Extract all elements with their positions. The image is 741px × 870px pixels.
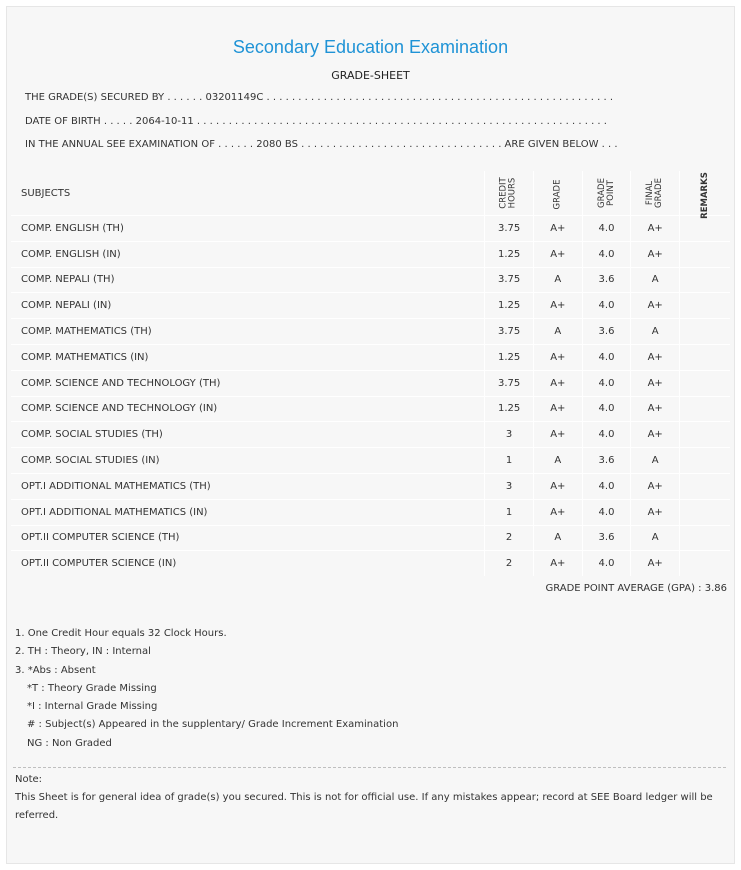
remarks-cell bbox=[680, 344, 730, 370]
table-row bbox=[11, 344, 730, 370]
grade-cell: A+ bbox=[533, 422, 582, 448]
header-subjects: SUBJECTS bbox=[11, 171, 485, 216]
grade-cell: A bbox=[533, 525, 582, 551]
grade-point-cell: 4.0 bbox=[582, 499, 631, 525]
grade-cell: A+ bbox=[533, 396, 582, 422]
table-row bbox=[11, 551, 730, 576]
grade-point-cell: 4.0 bbox=[582, 422, 631, 448]
grade-point-cell: 3.6 bbox=[582, 319, 631, 345]
credit-hours-cell: 1.25 bbox=[485, 241, 534, 267]
subject-cell: OPT.II COMPUTER SCIENCE (TH) bbox=[11, 525, 485, 551]
legend-item: # : Subject(s) Appeared in the supplentary/ Grade Increment Examination bbox=[27, 719, 399, 731]
final-grade-cell: A bbox=[631, 525, 680, 551]
grade-cell: A+ bbox=[533, 551, 582, 576]
final-grade-cell: A+ bbox=[631, 216, 680, 242]
remarks-cell bbox=[680, 319, 730, 345]
remarks-cell bbox=[680, 448, 730, 474]
legend-list bbox=[15, 625, 398, 753]
remarks-cell bbox=[680, 473, 730, 499]
remarks-cell bbox=[680, 241, 730, 267]
remarks-cell bbox=[680, 396, 730, 422]
table-row bbox=[11, 216, 730, 242]
legend-item: 3. *Abs : Absent bbox=[15, 664, 96, 676]
secured-by-line: THE GRADE(S) SECURED BY . . . . . . 03201149C . . . . . . . . . . . . . . . . . . . . . . . . . . . . . . . . . . . . . . . . . . . . . . . . . . . . . . . bbox=[25, 92, 614, 103]
final-grade-cell: A+ bbox=[631, 370, 680, 396]
table-row bbox=[11, 396, 730, 422]
legend-item: NG : Non Graded bbox=[27, 737, 112, 749]
subject-cell: COMP. NEPALI (IN) bbox=[11, 293, 485, 319]
grade-cell: A bbox=[533, 319, 582, 345]
credit-hours-cell: 3 bbox=[485, 473, 534, 499]
credit-hours-cell: 1 bbox=[485, 499, 534, 525]
page-title: Secondary Education Examination bbox=[232, 37, 509, 57]
grade-cell: A+ bbox=[533, 216, 582, 242]
grade-cell: A bbox=[533, 448, 582, 474]
credit-hours-cell: 1 bbox=[485, 448, 534, 474]
table-row bbox=[11, 370, 730, 396]
subject-cell: COMP. SOCIAL STUDIES (TH) bbox=[11, 422, 485, 448]
grade-point-cell: 3.6 bbox=[582, 525, 631, 551]
grade-cell: A+ bbox=[533, 499, 582, 525]
credit-hours-cell: 3.75 bbox=[485, 267, 534, 293]
gpa-summary: GRADE POINT AVERAGE (GPA) : 3.86 bbox=[545, 583, 727, 594]
note-block bbox=[15, 771, 727, 825]
grade-point-cell: 4.0 bbox=[582, 241, 631, 267]
table-row bbox=[11, 473, 730, 499]
grade-cell: A bbox=[533, 267, 582, 293]
final-grade-cell: A+ bbox=[631, 293, 680, 319]
remarks-cell bbox=[680, 422, 730, 448]
grade-cell: A+ bbox=[533, 473, 582, 499]
header-credit-hours: CREDIT HOURS bbox=[485, 171, 534, 216]
remarks-cell bbox=[680, 293, 730, 319]
final-grade-cell: A bbox=[631, 267, 680, 293]
subject-cell: COMP. NEPALI (TH) bbox=[11, 267, 485, 293]
legend-item: *I : Internal Grade Missing bbox=[27, 701, 158, 713]
table-row bbox=[11, 293, 730, 319]
grades-table bbox=[11, 171, 730, 576]
exam-line: IN THE ANNUAL SEE EXAMINATION OF . . . . . . 2080 BS . . . . . . . . . . . . . . . . . . . . . . . . . . . . . . . . ARE GIVEN BELOW . . . bbox=[25, 139, 618, 150]
table-row bbox=[11, 422, 730, 448]
legend-item: 2. TH : Theory, IN : Internal bbox=[15, 646, 151, 658]
remarks-cell bbox=[680, 370, 730, 396]
table-header-row bbox=[11, 171, 730, 216]
credit-hours-cell: 3.75 bbox=[485, 370, 534, 396]
grade-point-cell: 4.0 bbox=[582, 293, 631, 319]
table-row bbox=[11, 241, 730, 267]
credit-hours-cell: 1.25 bbox=[485, 344, 534, 370]
subject-cell: COMP. SCIENCE AND TECHNOLOGY (TH) bbox=[11, 370, 485, 396]
remarks-cell bbox=[680, 525, 730, 551]
header-grade: GRADE bbox=[533, 171, 582, 216]
subject-cell: COMP. SOCIAL STUDIES (IN) bbox=[11, 448, 485, 474]
grade-point-cell: 4.0 bbox=[582, 396, 631, 422]
grade-cell: A+ bbox=[533, 344, 582, 370]
grade-cell: A+ bbox=[533, 241, 582, 267]
subject-cell: OPT.II COMPUTER SCIENCE (IN) bbox=[11, 551, 485, 576]
date-of-birth-line: DATE OF BIRTH . . . . . 2064-10-11 . . . . . . . . . . . . . . . . . . . . . . . . . . . . . . . . . . . . . . . . . . . . . . . . . . . . . . . . . . . . . . . . . bbox=[25, 116, 607, 127]
remarks-cell bbox=[680, 551, 730, 576]
grade-sheet-panel bbox=[6, 6, 735, 864]
note-text: This Sheet is for general idea of grade(s) you secured. This is not for official use. If any mistakes appear; record at SEE Board ledger will be referred. bbox=[15, 792, 713, 821]
final-grade-cell: A bbox=[631, 448, 680, 474]
grade-point-cell: 4.0 bbox=[582, 551, 631, 576]
subject-cell: OPT.I ADDITIONAL MATHEMATICS (IN) bbox=[11, 499, 485, 525]
page-subtitle: GRADE-SHEET bbox=[331, 69, 410, 82]
credit-hours-cell: 3.75 bbox=[485, 319, 534, 345]
final-grade-cell: A+ bbox=[631, 396, 680, 422]
credit-hours-cell: 3.75 bbox=[485, 216, 534, 242]
divider bbox=[13, 767, 726, 768]
header-remarks: REMARKS bbox=[680, 171, 730, 216]
grade-cell: A+ bbox=[533, 293, 582, 319]
table-row bbox=[11, 267, 730, 293]
final-grade-cell: A+ bbox=[631, 551, 680, 576]
credit-hours-cell: 2 bbox=[485, 551, 534, 576]
grade-point-cell: 4.0 bbox=[582, 344, 631, 370]
grade-point-cell: 3.6 bbox=[582, 448, 631, 474]
final-grade-cell: A+ bbox=[631, 241, 680, 267]
grade-point-cell: 4.0 bbox=[582, 473, 631, 499]
grade-point-cell: 4.0 bbox=[582, 370, 631, 396]
subject-cell: OPT.I ADDITIONAL MATHEMATICS (TH) bbox=[11, 473, 485, 499]
credit-hours-cell: 1.25 bbox=[485, 396, 534, 422]
table-row bbox=[11, 448, 730, 474]
subject-cell: COMP. MATHEMATICS (IN) bbox=[11, 344, 485, 370]
remarks-cell bbox=[680, 216, 730, 242]
grade-point-cell: 3.6 bbox=[582, 267, 631, 293]
table-row bbox=[11, 499, 730, 525]
grade-cell: A+ bbox=[533, 370, 582, 396]
credit-hours-cell: 3 bbox=[485, 422, 534, 448]
subject-cell: COMP. ENGLISH (TH) bbox=[11, 216, 485, 242]
subject-cell: COMP. MATHEMATICS (TH) bbox=[11, 319, 485, 345]
final-grade-cell: A+ bbox=[631, 499, 680, 525]
final-grade-cell: A bbox=[631, 319, 680, 345]
final-grade-cell: A+ bbox=[631, 473, 680, 499]
header-final-grade: FINAL GRADE bbox=[631, 171, 680, 216]
final-grade-cell: A+ bbox=[631, 344, 680, 370]
remarks-cell bbox=[680, 267, 730, 293]
remarks-cell bbox=[680, 499, 730, 525]
table-row bbox=[11, 525, 730, 551]
table-row bbox=[11, 319, 730, 345]
credit-hours-cell: 1.25 bbox=[485, 293, 534, 319]
header-grade-point: GRADE POINT bbox=[582, 171, 631, 216]
subject-cell: COMP. ENGLISH (IN) bbox=[11, 241, 485, 267]
grade-point-cell: 4.0 bbox=[582, 216, 631, 242]
legend-item: *T : Theory Grade Missing bbox=[27, 682, 157, 694]
subject-cell: COMP. SCIENCE AND TECHNOLOGY (IN) bbox=[11, 396, 485, 422]
legend-item: 1. One Credit Hour equals 32 Clock Hours. bbox=[15, 628, 227, 639]
note-heading: Note: bbox=[15, 774, 43, 785]
final-grade-cell: A+ bbox=[631, 422, 680, 448]
credit-hours-cell: 2 bbox=[485, 525, 534, 551]
